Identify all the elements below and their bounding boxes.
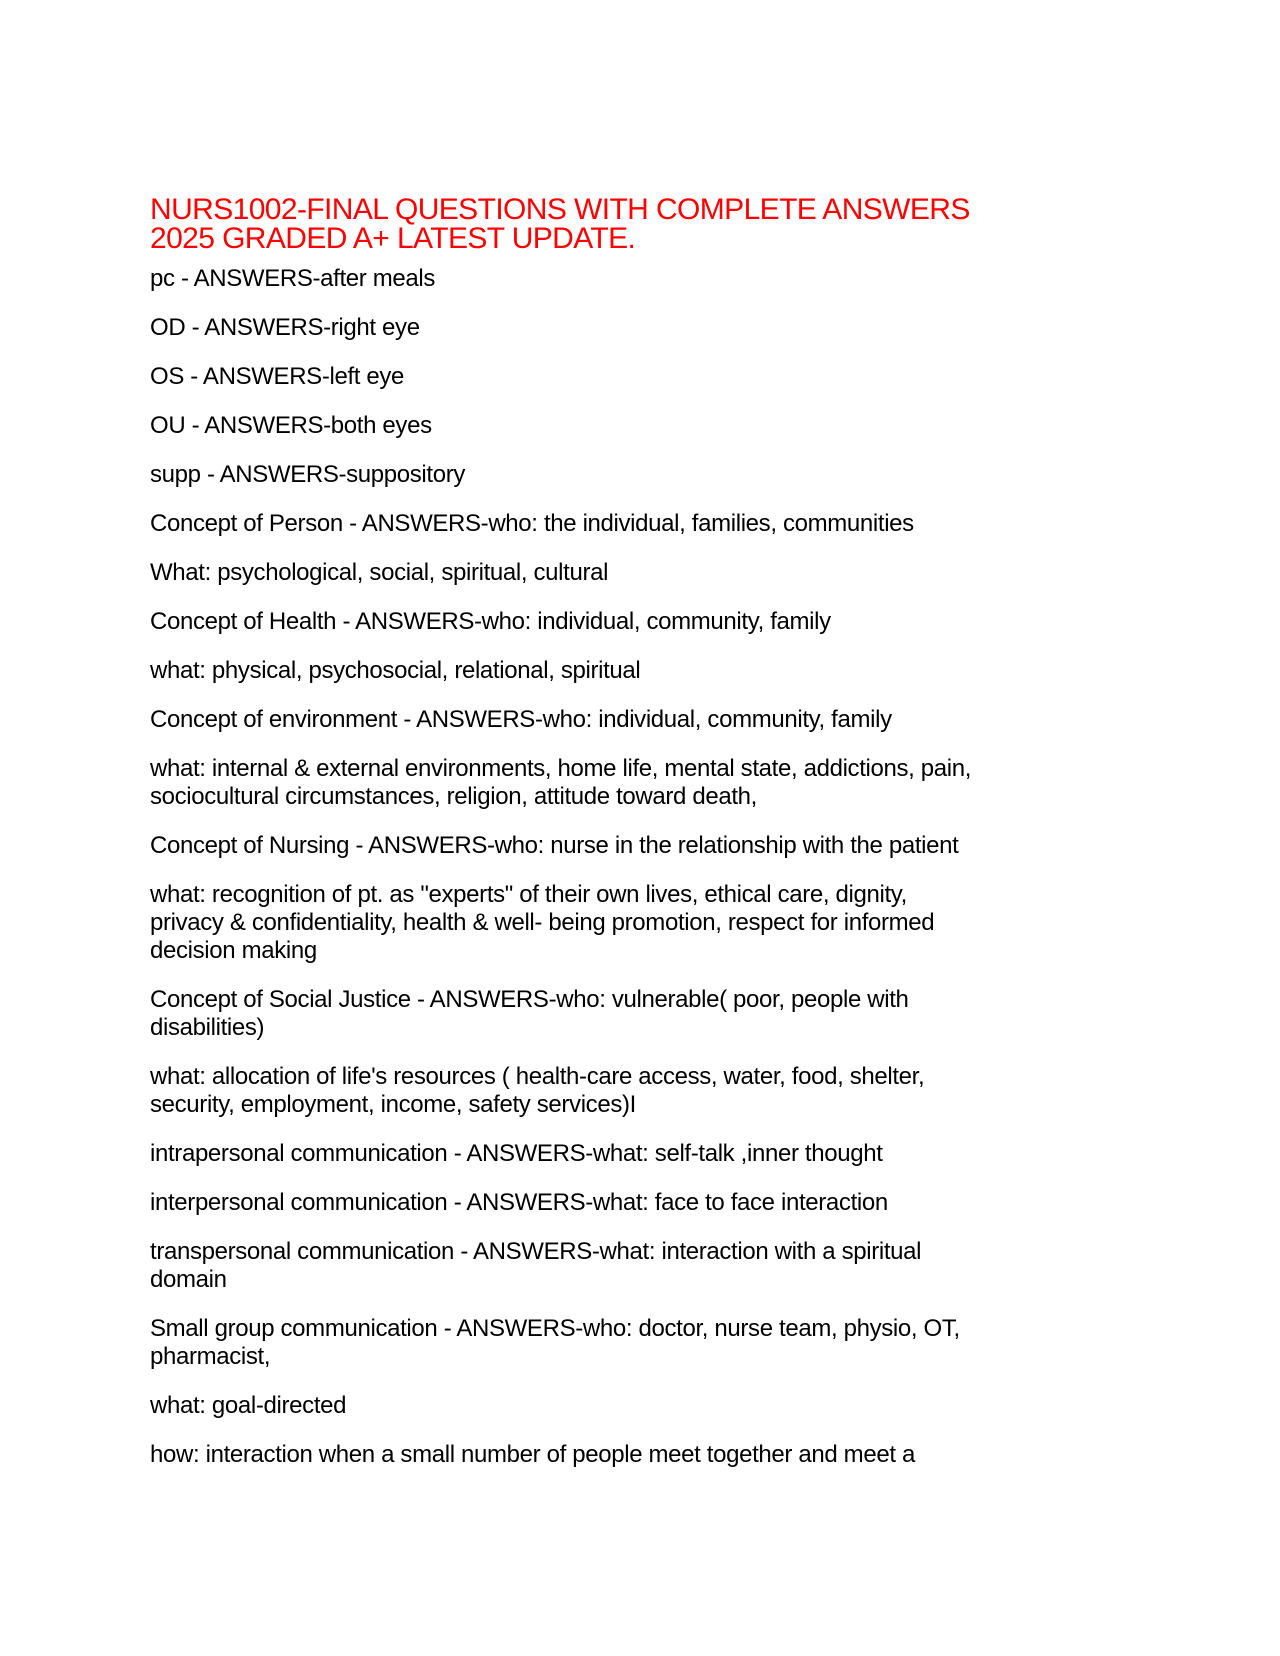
paragraph: what: recognition of pt. as "experts" of their own lives, ethical care, dignity, privacy & confidentiality, health & well- being promotion, respect for informed decision making [150, 881, 935, 964]
document-title-line-1: NURS1002-FINAL QUESTIONS WITH COMPLETE ANSWERS [150, 193, 970, 226]
paragraph: Concept of Person - ANSWERS-who: the individual, families, communities [150, 510, 914, 537]
paragraph: interpersonal communication - ANSWERS-what: face to face interaction [150, 1189, 888, 1216]
paragraph: What: psychological, social, spiritual, cultural [150, 559, 609, 586]
paragraph: what: goal-directed [150, 1392, 347, 1419]
paragraph: OD - ANSWERS-right eye [150, 314, 420, 341]
paragraph: how: interaction when a small number of people meet together and meet a [150, 1441, 915, 1468]
paragraph: what: allocation of life's resources ( health-care access, water, food, shelter, security, employment, income, safety services)I [150, 1063, 925, 1118]
paragraph: what: internal & external environments, home life, mental state, addictions, pain, sociocultural circumstances, religion, attitude toward death, [150, 755, 972, 810]
paragraph: intrapersonal communication - ANSWERS-what: self-talk ,inner thought [150, 1140, 883, 1167]
paragraph: pc - ANSWERS-after meals [150, 265, 436, 292]
paragraph: Concept of Health - ANSWERS-who: individual, community, family [150, 608, 831, 635]
paragraph: transpersonal communication - ANSWERS-what: interaction with a spiritual domain [150, 1238, 922, 1293]
paragraph: Concept of Nursing - ANSWERS-who: nurse in the relationship with the patient [150, 832, 959, 859]
paragraph: OS - ANSWERS-left eye [150, 363, 405, 390]
paragraph: supp - ANSWERS-suppository [150, 461, 466, 488]
paragraph: Concept of environment - ANSWERS-who: individual, community, family [150, 706, 892, 733]
document-title [150, 195, 1135, 253]
paragraph: Concept of Social Justice - ANSWERS-who: vulnerable( poor, people with disabilities) [150, 986, 909, 1041]
paragraph: what: physical, psychosocial, relational, spiritual [150, 657, 641, 684]
document-title-line-2: 2025 GRADED A+ LATEST UPDATE. [150, 222, 636, 255]
paragraph: Small group communication - ANSWERS-who: doctor, nurse team, physio, OT, pharmacist, [150, 1315, 960, 1370]
paragraph: OU - ANSWERS-both eyes [150, 412, 432, 439]
document-content [150, 195, 1135, 1490]
